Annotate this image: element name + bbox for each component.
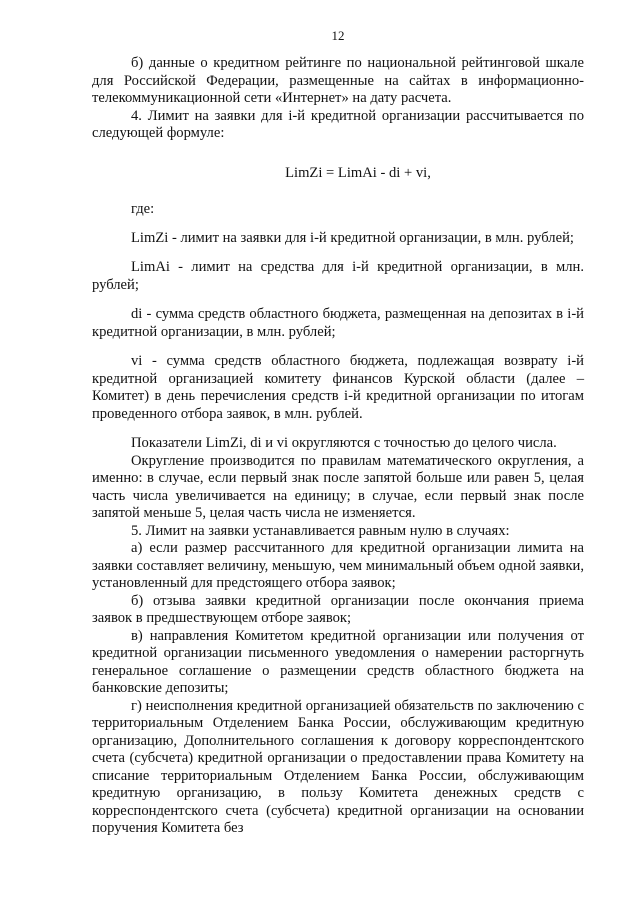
definition-limai: LimAi - лимит на средства для i-й кредитной организации, в млн. рублей; [92,259,584,293]
paragraph-case-g: г) неисполнения кредитной организацией обязательств по заключению с территориальным Отделением Банка России, обслуживающим кредитную организацию, Дополнительного соглашения к договору корреспондентского счета (субсчета) кредитной организации о предоставлении права Комитету на списание территориальным Отделением Банка России, обслуживающим кредитную организацию, в пользу Комитета денежных средств с корреспондентского счета (субсчета) кредитной организации на основании поручения Комитета без [92,697,584,836]
document-page [92,0,584,905]
definition-di: di - сумма средств областного бюджета, размещенная на депозитах в i-й кредитной организации, в млн. рублей; [92,306,584,340]
definition-limzi: LimZi - лимит на заявки для i-й кредитной организации, в млн. рублей; [131,229,574,246]
formula: LimZi = LimAi - di + vi, [285,164,431,181]
definition-vi: vi - сумма средств областного бюджета, подлежащая возврату i-й кредитной организацией комитету финансов Курской области (далее – Комитет) в день перечисления средств i-й кредитной организации по итогам проведенного отбора заявок, в млн. рублей. [92,353,584,422]
paragraph-case-b: б) отзыва заявки кредитной организации после окончания приема заявок в предшествующем отборе заявок; [92,592,584,626]
paragraph-zero-limit-intro: 5. Лимит на заявки устанавливается равным нулю в случаях: [131,522,510,539]
paragraph-limit-formula-intro: 4. Лимит на заявки для i-й кредитной организации рассчитывается по следующей формуле: [92,107,584,141]
paragraph-case-a: а) если размер рассчитанного для кредитной организации лимита на заявки составляет величину, меньшую, чем минимальный объем одной заявки, установленный для предстоящего отбора заявок; [92,540,584,591]
document-body [92,55,584,838]
formula-where-label: где: [131,201,155,217]
page-number: 12 [331,28,345,43]
paragraph-case-v: в) направления Комитетом кредитной организации или получения от кредитной организации письменного уведомления о намерении расторгнуть генеральное соглашение о размещении средств областного бюджета на банковские депозиты; [92,627,584,696]
paragraph-rounding-precision: Показатели LimZi, di и vi округляются с точностью до целого числа. [131,435,557,451]
paragraph-rounding-rules: Округление производится по правилам математического округления, а именно: в случае, если первый знак после запятой больше или равен 5, целая часть числа увеличивается на единицу; в случае, если первый знак после запятой меньше 5, целая часть числа не изменяется. [92,452,584,521]
paragraph-rating-data: б) данные о кредитном рейтинге по национальной рейтинговой шкале для Российской Федерации, размещенные на сайтах в информационно-телекоммуникационной сети «Интернет» на дату расчета. [92,55,584,106]
